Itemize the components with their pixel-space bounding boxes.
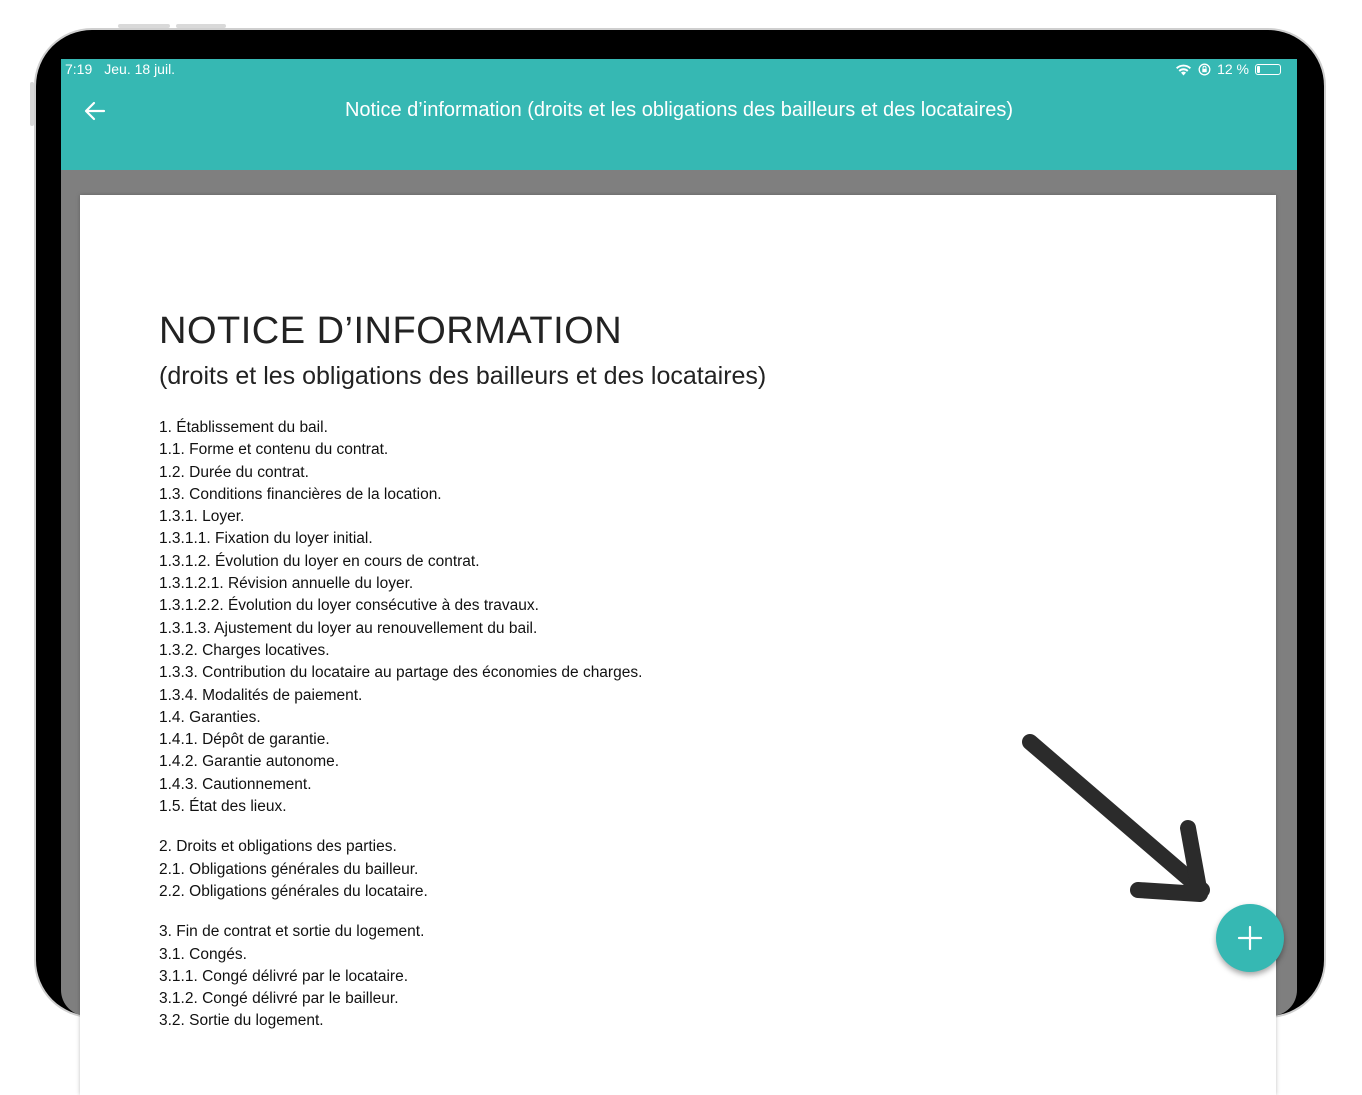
toc-line: 1.3.1.2. Évolution du loyer en cours de contrat. bbox=[159, 552, 480, 570]
document-title: NOTICE D’INFORMATION bbox=[159, 310, 623, 352]
toc-line: 3.2. Sortie du logement. bbox=[159, 1012, 324, 1030]
toc-line: 1.3.4. Modalités de paiement. bbox=[159, 686, 363, 704]
screen-lock-icon bbox=[1198, 63, 1211, 76]
toc-line: 1.4.3. Cautionnement. bbox=[159, 775, 312, 793]
toc-line: 1.3. Conditions financières de la location. bbox=[159, 485, 442, 503]
toc-line: 1.3.1.2.2. Évolution du loyer consécutive à des travaux. bbox=[159, 597, 539, 615]
battery-icon bbox=[1255, 64, 1281, 75]
battery-percent: 12 % bbox=[1217, 61, 1249, 77]
toc-line: 2. Droits et obligations des parties. bbox=[159, 838, 397, 856]
toc-line: 1.3.1.1. Fixation du loyer initial. bbox=[159, 530, 373, 548]
add-button[interactable] bbox=[1216, 904, 1284, 972]
toc-line: 1.5. État des lieux. bbox=[159, 798, 287, 816]
toc-line: 2.2. Obligations générales du locataire. bbox=[159, 882, 428, 900]
app-bar bbox=[61, 59, 1297, 170]
toc-line: 1.3.3. Contribution du locataire au partage des économies de charges. bbox=[159, 664, 643, 682]
back-button[interactable] bbox=[79, 95, 111, 127]
toc-section-1 bbox=[159, 417, 1059, 818]
pointer-arrow-icon bbox=[1010, 730, 1240, 920]
toc-line: 1.3.1.2.1. Révision annuelle du loyer. bbox=[159, 575, 414, 593]
toc-section-2 bbox=[159, 836, 1059, 903]
toc-line: 1.3.1.3. Ajustement du loyer au renouvellement du bail. bbox=[159, 619, 538, 637]
battery-level bbox=[1257, 66, 1260, 73]
toc-line: 1.3.1. Loyer. bbox=[159, 508, 245, 526]
status-bar bbox=[61, 60, 1297, 80]
document-subtitle: (droits et les obligations des bailleurs et des locataires) bbox=[159, 362, 767, 390]
toc-line: 1.4. Garanties. bbox=[159, 708, 261, 726]
toc-line: 1. Établissement du bail. bbox=[159, 419, 328, 436]
toc-line: 3. Fin de contrat et sortie du logement. bbox=[159, 923, 425, 941]
toc-line: 1.3.2. Charges locatives. bbox=[159, 641, 330, 659]
toc-line: 3.1.1. Congé délivré par le locataire. bbox=[159, 967, 409, 985]
toc-line: 2.1. Obligations générales du bailleur. bbox=[159, 860, 419, 878]
app-bar-title: Notice d’information (droits et les obligations des bailleurs et des locataires) bbox=[344, 99, 1014, 121]
toc-line: 1.1. Forme et contenu du contrat. bbox=[159, 441, 389, 459]
status-date: Jeu. 18 juil. bbox=[104, 61, 176, 77]
document-page[interactable] bbox=[80, 195, 1276, 1095]
toc-line: 1.2. Durée du contrat. bbox=[159, 463, 309, 481]
toc-line: 1.4.2. Garantie autonome. bbox=[159, 753, 340, 771]
plus-icon bbox=[1237, 925, 1263, 951]
table-of-contents bbox=[159, 417, 1059, 1051]
toc-line: 3.1.2. Congé délivré par le bailleur. bbox=[159, 990, 399, 1008]
arrow-left-icon bbox=[84, 101, 106, 121]
toc-line: 3.1. Congés. bbox=[159, 945, 247, 963]
wifi-icon bbox=[1175, 63, 1192, 76]
status-time: 7:19 bbox=[65, 61, 93, 77]
toc-line: 1.4.1. Dépôt de garantie. bbox=[159, 731, 330, 749]
toc-section-3 bbox=[159, 921, 1059, 1032]
